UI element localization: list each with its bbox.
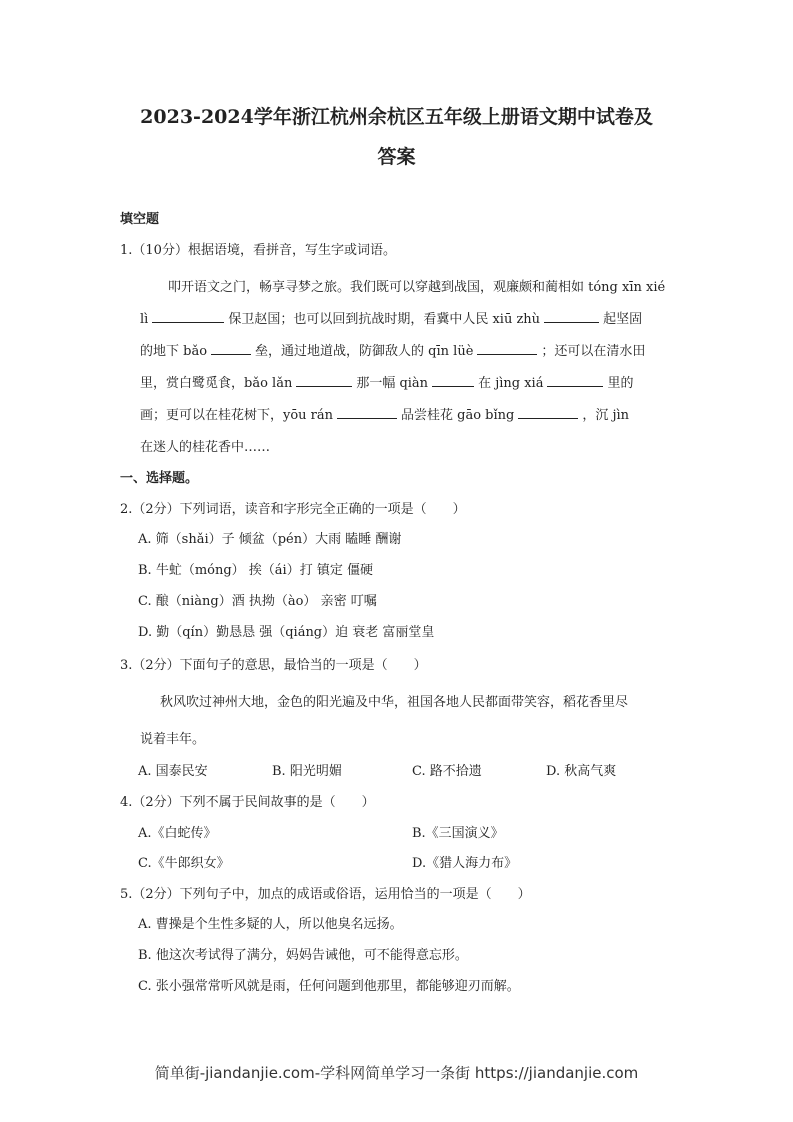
q1-line: 叩开语文之门，畅享寻梦之旅。我们既可以穿越到战国，观廉颇和蔺相如 tóng xīn xié xyxy=(168,280,666,295)
q1-line xyxy=(140,308,642,327)
answer-blank[interactable] xyxy=(296,374,352,387)
text: 那一幅 qiàn xyxy=(356,376,429,391)
text: ；还可以在清水田 xyxy=(541,344,646,359)
text: 画；更可以在桂花树下，yōu rán xyxy=(140,408,334,423)
text: 保卫赵国；也可以回到抗战时期，看冀中人民 xiū zhù xyxy=(228,312,541,327)
q2-option-c: C. 酿（niàng）酒 执拗（ào） 亲密 叮嘱 xyxy=(138,594,377,609)
answer-blank[interactable] xyxy=(477,342,537,355)
text: 品尝桂花 gāo bǐng xyxy=(401,408,515,423)
section-heading-fill: 填空题 xyxy=(120,212,160,227)
text: 里的 xyxy=(607,376,634,391)
section-heading-choice: 一、选择题。 xyxy=(120,471,199,486)
text: 起坚固 xyxy=(603,312,643,327)
q3-stem: 3.（2分）下面句子的意思，最恰当的一项是（ ） xyxy=(120,658,427,673)
q3-passage: 说着丰年。 xyxy=(140,732,206,747)
q4-option-a: A.《白蛇传》 xyxy=(138,826,217,841)
answer-blank[interactable] xyxy=(518,406,578,419)
q1-stem: 1.（10分）根据语境，看拼音，写生字或词语。 xyxy=(120,243,396,258)
title-line-1: 2023-2024学年浙江杭州余杭区五年级上册语文期中试卷及 xyxy=(140,106,653,128)
q3-option-d: D. 秋高气爽 xyxy=(546,764,617,779)
title-line-2: 答案 xyxy=(377,146,416,168)
q2-stem: 2.（2分）下列词语，读音和字形完全正确的一项是（ ） xyxy=(120,502,466,517)
text: 里，赏白鹭觅食，bǎo lǎn xyxy=(140,376,293,391)
q3-passage: 秋风吹过神州大地，金色的阳光遍及中华，祖国各地人民都面带笑容，稻花香里尽 xyxy=(160,695,629,710)
answer-blank[interactable] xyxy=(152,310,224,323)
q1-line xyxy=(140,340,645,359)
answer-blank[interactable] xyxy=(211,342,251,355)
q4-option-b: B.《三国演义》 xyxy=(412,826,504,841)
answer-blank[interactable] xyxy=(547,374,603,387)
document-title xyxy=(100,97,693,177)
q1-line xyxy=(140,372,633,391)
text: ，沉 jìn xyxy=(582,408,630,423)
text: 垒，通过地道战，防御敌人的 qīn lüè xyxy=(255,344,474,359)
q5-stem: 5.（2分）下列句子中，加点的成语或俗语，运用恰当的一项是（ ） xyxy=(120,887,531,902)
answer-blank[interactable] xyxy=(337,406,397,419)
q5-option-b: B. 他这次考试得了满分，妈妈告诫他，可不能得意忘形。 xyxy=(138,948,468,963)
text: 的地下 bǎo xyxy=(140,344,208,359)
q4-option-d: D.《猎人海力布》 xyxy=(412,856,518,871)
q3-option-a: A. 国泰民安 xyxy=(138,764,208,779)
q1-line: 在迷人的桂花香中…… xyxy=(140,440,271,455)
q1-line xyxy=(140,404,629,423)
footer-watermark: 简单街-jiandanjie.com-学科网简单学习一条街 https://jiandanjie.com xyxy=(154,1064,639,1082)
text: 在 jìng xiá xyxy=(478,376,544,391)
q4-option-c: C.《牛郎织女》 xyxy=(138,856,230,871)
text: lì xyxy=(140,312,149,327)
answer-blank[interactable] xyxy=(432,374,474,387)
q5-option-a: A. 曹操是个生性多疑的人，所以他臭名远扬。 xyxy=(138,917,403,932)
q5-option-c: C. 张小强常常听风就是雨，任何问题到他那里，都能够迎刃而解。 xyxy=(138,979,520,994)
q3-option-c: C. 路不拾遗 xyxy=(412,764,482,779)
answer-blank[interactable] xyxy=(544,310,599,323)
q2-option-b: B. 牛虻（móng） 挨（ái）打 镇定 僵硬 xyxy=(138,563,373,578)
q3-option-b: B. 阳光明媚 xyxy=(272,764,342,779)
q2-option-d: D. 勤（qín）勤恳恳 强（qiáng）迫 衰老 富丽堂皇 xyxy=(138,625,435,640)
q4-stem: 4.（2分）下列不属于民间故事的是（ ） xyxy=(120,795,375,810)
q2-option-a: A. 筛（shǎi）子 倾盆（pén）大雨 瞌睡 酬谢 xyxy=(138,532,402,547)
